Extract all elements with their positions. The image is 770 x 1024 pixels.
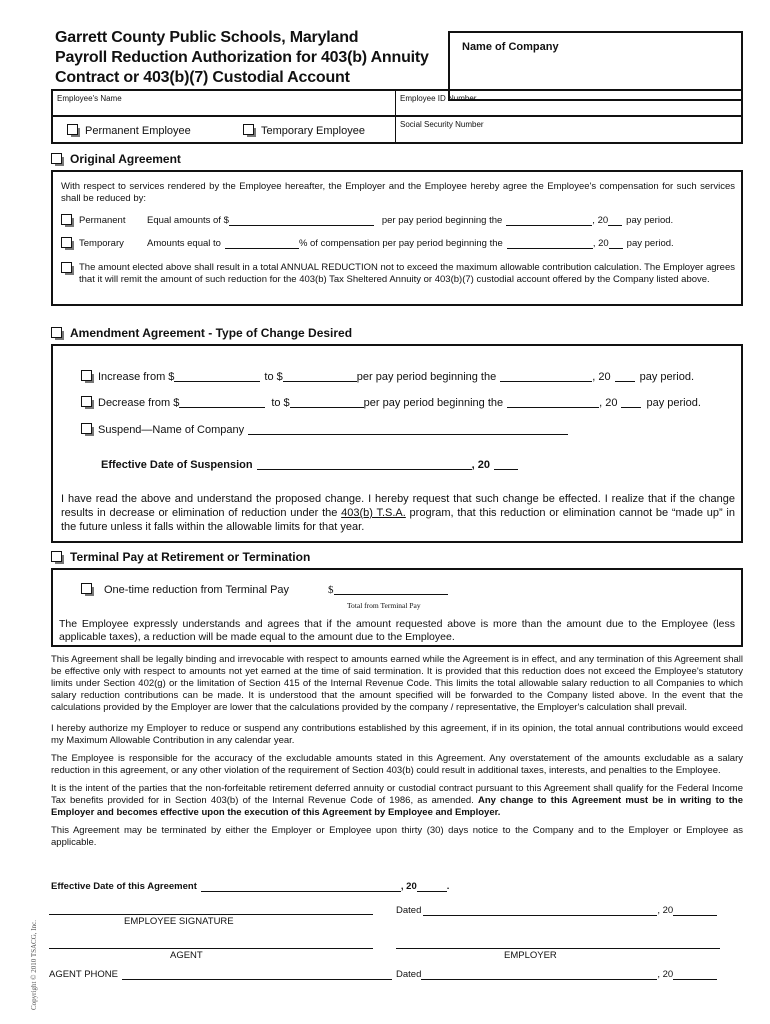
checkbox-icon[interactable] <box>61 262 74 275</box>
percent-input[interactable] <box>225 239 299 249</box>
company-name-label: Name of Company <box>462 41 559 53</box>
text: , 20 <box>592 215 609 226</box>
permanent-employee-label: Permanent Employee <box>85 124 191 137</box>
permanent-row <box>61 214 673 227</box>
acknowledgement-text <box>61 492 735 534</box>
year-input[interactable] <box>673 970 717 980</box>
effective-agreement-label: Effective Date of this Agreement <box>51 881 197 892</box>
terms-paragraph <box>51 783 743 819</box>
terminal-pay-heading[interactable] <box>51 550 310 564</box>
permanent-employee-option[interactable] <box>63 121 195 140</box>
temporary-label: Temporary <box>79 238 124 249</box>
text: , 20 <box>400 881 417 892</box>
checkbox-icon[interactable] <box>61 237 74 250</box>
checkbox-icon[interactable] <box>67 124 80 137</box>
employee-id-field[interactable] <box>396 91 741 115</box>
employee-signature-line[interactable] <box>49 914 373 915</box>
date-input[interactable] <box>507 239 593 249</box>
year-input[interactable] <box>417 882 447 892</box>
decrease-row <box>81 396 701 409</box>
agreement-date-input[interactable] <box>201 882 401 892</box>
to-amount-input[interactable] <box>290 398 364 408</box>
checkbox-icon[interactable] <box>243 124 256 137</box>
ssn-label: Social Security Number <box>400 120 484 129</box>
text: Increase from $ <box>98 370 175 383</box>
text: Decrease from $ <box>98 396 180 409</box>
terminal-amount-caption: Total from Terminal Pay <box>347 601 421 610</box>
form-title <box>55 28 429 88</box>
text: per pay period beginning the <box>381 215 503 226</box>
text: program, that this reduction or elimination cannot be “made up” in the future unless it falls within the allowable limits for that year. <box>61 507 735 533</box>
checkbox-icon[interactable] <box>81 396 94 409</box>
agent-phone-row <box>49 969 392 980</box>
temporary-employee-option[interactable] <box>239 121 369 140</box>
section-title: Original Agreement <box>70 152 181 166</box>
text: I have read the above and understand the proposed change. I hereby request that such change be effected. I realize that if the change results in decrease or elimination of reduction under the <box>61 493 735 519</box>
text: pay period. <box>646 396 701 409</box>
terminal-option-label: One-time reduction from Terminal Pay <box>104 583 290 596</box>
date-input[interactable] <box>500 372 592 382</box>
year-input[interactable] <box>673 906 717 916</box>
temporary-row <box>61 237 674 250</box>
agent-signature-line[interactable] <box>49 948 373 949</box>
agent-phone-label: AGENT PHONE <box>49 969 118 980</box>
title-line: Payroll Reduction Authorization for 403(b) Annuity <box>55 49 429 66</box>
temporary-employee-label: Temporary Employee <box>261 124 365 137</box>
employee-date-input[interactable] <box>423 906 657 916</box>
effective-suspension-row <box>101 459 518 471</box>
text: It is the intent of the parties that the non-forfeitable retirement deferred annuity or custodial contract pursuant to this Agreement shall qualify for the Federal Income Tax benefits provided for in Section 403(b) of the Internal Revenue Code of 1986, as amended. <box>51 783 743 806</box>
section-title: Terminal Pay at Retirement or Termination <box>70 550 311 564</box>
suspend-row <box>81 423 568 436</box>
text: Equal amounts of $ <box>147 215 229 226</box>
text: to $ <box>271 396 290 409</box>
text: per pay period beginning the <box>356 370 497 383</box>
title-line: Contract or 403(b)(7) Custodial Account <box>55 69 350 86</box>
suspension-date-input[interactable] <box>257 460 472 470</box>
copyright-text: Copyright © 2010 TSACG, Inc. <box>30 920 38 1010</box>
employee-name-label: Employee's Name <box>57 94 122 103</box>
bold-text: Any change to this Agreement must be in writing to the Employer and becomes effective upon the execution of this Agreement by Employee and Employer. <box>51 795 743 818</box>
effective-suspension-label: Effective Date of Suspension <box>101 459 253 471</box>
terms-paragraph: The Employee is responsible for the accuracy of the excludable amounts stated in this Agreement. Any overstatement of the amounts excludable as a salary reduction in this agreement, or any other violation of the requirement of Section 403(b) could result in additional taxes, interests, and penalties to the Employee. <box>51 753 743 776</box>
text: , 20 <box>471 459 490 471</box>
permanent-label: Permanent <box>79 215 126 226</box>
terms-paragraph: This Agreement may be terminated by either the Employer or Employee upon thirty (30) days notice to the Company and to the Employer or Employee as applicable. <box>51 825 743 848</box>
checkbox-icon[interactable] <box>51 551 64 564</box>
text: % of compensation per pay period beginning the <box>298 238 503 249</box>
suspend-company-input[interactable] <box>248 425 568 435</box>
effective-agreement-row <box>51 881 449 892</box>
original-agreement-box <box>51 170 743 306</box>
year-input[interactable] <box>609 239 623 249</box>
checkbox-icon[interactable] <box>51 153 64 166</box>
annual-reduction-row <box>61 262 735 286</box>
text: $ <box>328 583 334 596</box>
employer-dated-row <box>396 969 717 980</box>
text: Suspend—Name of Company <box>98 423 245 436</box>
employee-dated-row <box>396 905 717 916</box>
date-input[interactable] <box>507 398 599 408</box>
terminal-option-row <box>81 583 448 596</box>
employer-label: EMPLOYER <box>504 950 557 961</box>
text: , 20 <box>599 396 618 409</box>
text: , 20 <box>657 969 674 980</box>
date-input[interactable] <box>506 216 592 226</box>
checkbox-icon[interactable] <box>81 370 94 383</box>
text: pay period. <box>639 370 695 383</box>
checkbox-icon[interactable] <box>81 583 94 596</box>
employer-signature-line[interactable] <box>396 948 720 949</box>
original-intro: With respect to services rendered by the Employee hereafter, the Employer and the Employee hereby agree the Employee's compensation for such services shall be reduced by: <box>61 181 735 204</box>
text: Amounts equal to <box>147 238 221 249</box>
section-title: Amendment Agreement - Type of Change Desired <box>70 326 353 340</box>
text: , 20 <box>592 370 611 383</box>
year-input[interactable] <box>494 460 518 470</box>
employee-info-table <box>51 89 743 144</box>
text: . <box>446 881 450 892</box>
agent-label: AGENT <box>170 950 203 961</box>
amendment-box <box>51 344 743 543</box>
year-input[interactable] <box>621 398 641 408</box>
from-amount-input[interactable] <box>174 372 260 382</box>
employee-signature-label: EMPLOYEE SIGNATURE <box>124 916 234 927</box>
to-amount-input[interactable] <box>283 372 357 382</box>
increase-row <box>81 370 694 383</box>
amendment-heading[interactable] <box>51 326 352 340</box>
original-agreement-heading[interactable] <box>51 152 181 166</box>
text: to $ <box>264 370 283 383</box>
checkbox-icon[interactable] <box>61 214 74 227</box>
year-input[interactable] <box>608 216 622 226</box>
tsa-term: 403(b) T.S.A. <box>341 507 406 519</box>
dated-label: Dated <box>396 905 422 916</box>
ssn-field[interactable] <box>396 117 741 144</box>
terms-paragraph: I hereby authorize my Employer to reduce or suspend any contributions established by this agreement, if in its opinion, the total annual contributions would exceed my Maximum Allowable Contribution in any calendar year. <box>51 723 743 746</box>
year-input[interactable] <box>615 372 635 382</box>
annual-reduction-text: The amount elected above shall result in a total ANNUAL REDUCTION not to exceed the maximum allowable contribution calculation. The Employer agrees that it will remit the amount of such reduction for the 403(b) Tax Sheltered Annuity or 403(b)(7) custodial account offered by the Company listed above. <box>79 262 735 285</box>
agent-phone-input[interactable] <box>122 970 392 980</box>
title-line: Garrett County Public Schools, Maryland <box>55 29 359 46</box>
from-amount-input[interactable] <box>179 398 265 408</box>
text: , 20 <box>657 905 674 916</box>
text: , 20 <box>592 238 609 249</box>
dated-label: Dated <box>396 969 422 980</box>
terminal-pay-box <box>51 568 743 647</box>
text: pay period. <box>626 215 674 226</box>
employee-id-label: Employee ID Number <box>400 94 477 103</box>
terms-paragraph: This Agreement shall be legally binding and irrevocable with respect to amounts earned while the Agreement is in effect, and any termination of this Agreement shall be effective only with respect to amounts not yet earned at the time of said termination. It is provided that this reduction does not exceed the Employee's statutory limits under Section 402(g) or the limitation of Section 415 of the Internal Revenue Code. This limits the total allowable salary reduction to all Companies to which salary reduction contributions can be made. It is understood that the amount specified will be forwarded to the Company listed above. In the event that the calculations provided by the Employer are lower that the calculations provided by the company / representative, the Employer's calculation shall prevail. <box>51 654 743 713</box>
terminal-note: The Employee expressly understands and agrees that if the amount requested above is more than the amount due to the Employee (less applicable taxes), a reduction will be made equal to the amount due to the Employee. <box>59 618 735 643</box>
employee-name-field[interactable] <box>53 91 395 115</box>
terms-section <box>51 654 743 849</box>
divider <box>53 115 395 117</box>
text: per pay period beginning the <box>363 396 504 409</box>
checkbox-icon[interactable] <box>51 327 64 340</box>
terminal-amount-input[interactable] <box>334 585 448 595</box>
checkbox-icon[interactable] <box>81 423 94 436</box>
text: pay period. <box>626 238 674 249</box>
amount-input[interactable] <box>229 216 374 226</box>
employer-date-input[interactable] <box>421 970 657 980</box>
